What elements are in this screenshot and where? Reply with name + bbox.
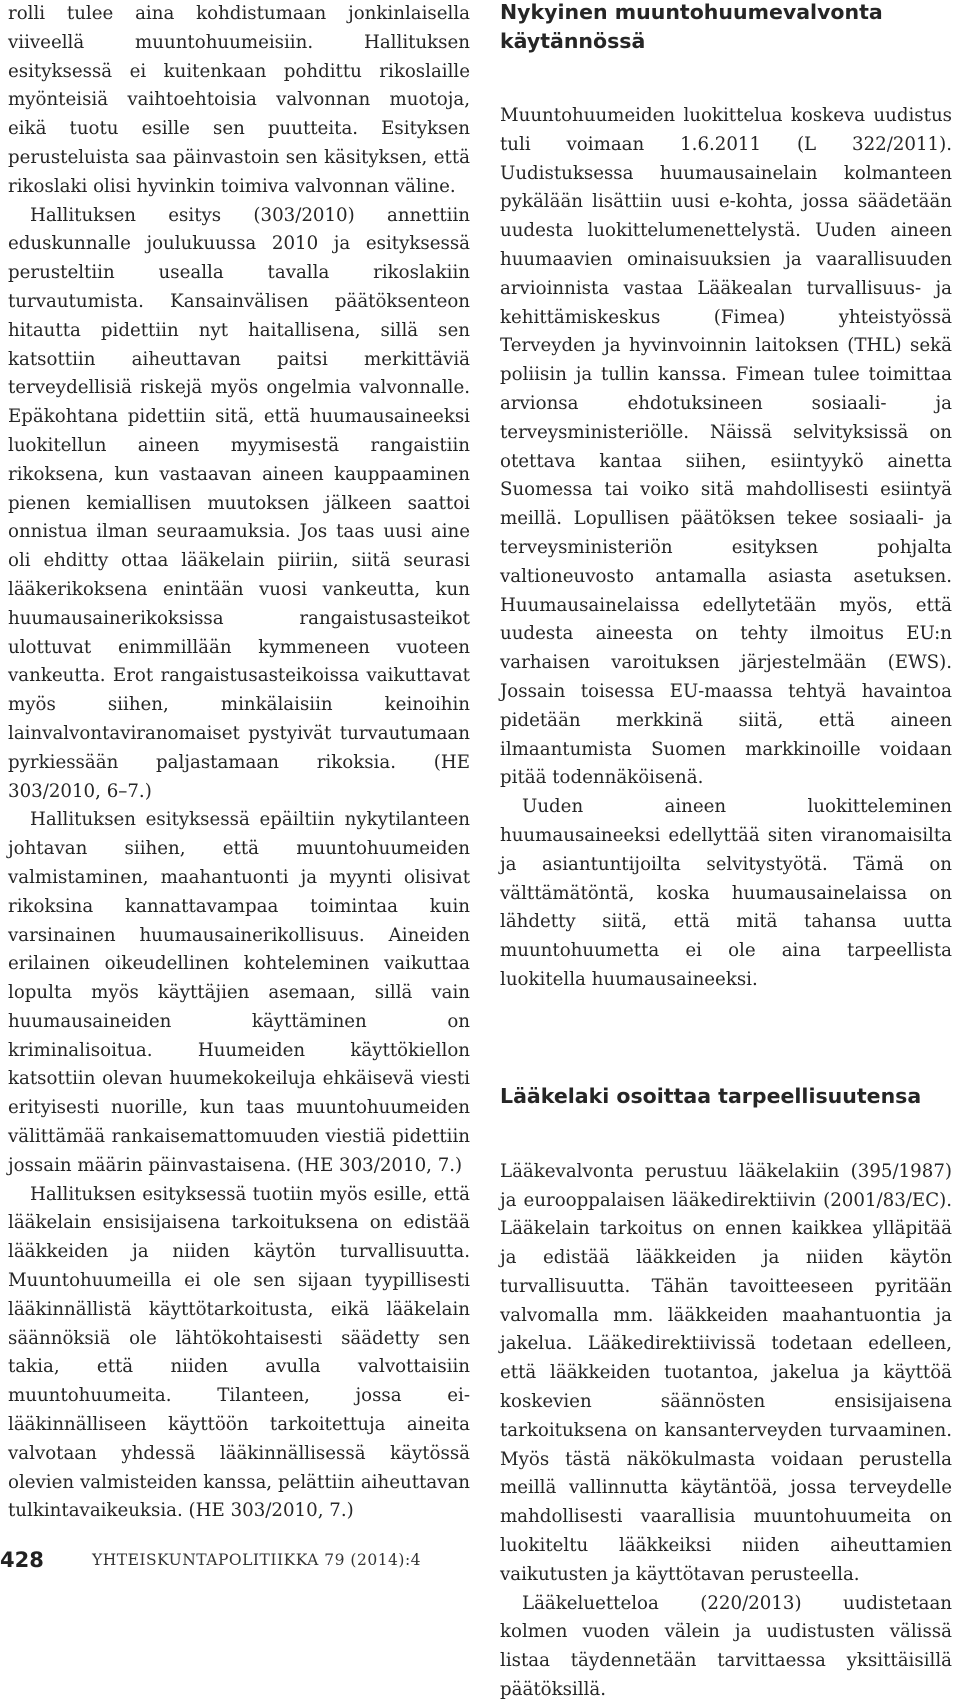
page-number: 428	[0, 1548, 44, 1572]
right-paragraph-3: Lääkevalvonta perustuu lääkelakiin (395/1987) ja eurooppalaisen lääkedirektiivin (2001/83/EC). Lääkelain tarkoitus on ennen kaikkea ylläpitää ja edistää lääkkeiden ja niiden käytön turvallisuutta. Tähän tavoitteeseen pyritään valvomalla mm. lääkkeiden maahantuontia ja jakelua. Lääkedirektiivissä todetaan edelleen, että lääkkeiden tuotantoa, jakelua ja käyttöä koskevien säännösten ensisijaisena tarkoituksena on kansanterveyden turvaaminen. Myös tästä näkökulmasta voidaan perustella meillä vallinnutta käytäntöä, jossa terveydelle mahdollisesti vaarallisia muuntohuumeita on luokiteltu lääkkeiksi niiden aiheuttamien vaikutusten ja käyttötavan perusteella.	[500, 1160, 952, 1585]
left-column	[8, 0, 470, 1526]
left-paragraph-4: Hallituksen esityksessä tuotiin myös esille, että lääkelain ensisijaisena tarkoituksena on edistää lääkkeiden ja niiden käytön turvallisuutta. Muuntohuumeilla ei ole sen sijaan tyypillisesti lääkinnällistä käyttötarkoitusta, eikä lääkelain säännöksiä ole lähtökohtaisesti säädetty sen takia, että niiden avulla valvottaisiin muuntohuumeita. Tilanteen, jossa ei-lääkinnälliseen käyttöön tarkoitettuja aineita valvotaan yhdessä lääkinnällisessä käytössä olevien valmisteiden kanssa, pelättiin aiheuttavan tulkintavaikeuksia. (HE 303/2010, 7.)	[8, 1183, 470, 1522]
right-paragraph-2: Uuden aineen luokitteleminen huumausaineeksi edellyttää siten viranomaisilta ja asiantuntijoilta selvitystyötä. Tämä on välttämätöntä, koska huumausainelaissa on lähdetty siitä, että mitä tahansa uutta muuntohuumetta ei ole aina tarpeellista luokitella huumausaineeksi.	[500, 796, 952, 990]
page-footer	[0, 1546, 960, 1576]
section-heading-current-monitoring: Nykyinen muuntohuumevalvonta käytännössä	[500, 0, 883, 53]
right-paragraph-4: Lääkeluetteloa (220/2013) uudistetaan kolmen vuoden välein ja uudistusten välissä listaa täydennetään tarvittaessa yksittäisillä päätöksillä.	[500, 1592, 952, 1701]
journal-name: YHTEISKUNTAPOLITIIKKA 79 (2014):4	[92, 1551, 422, 1569]
right-paragraph-1: Muuntohuumeiden luokittelua koskeva uudistus tuli voimaan 1.6.2011 (L 322/2011). Uudistuksessa huumausainelain kolmanteen pykälään lisättiin uusi e-kohta, jossa säädetään uudesta luokittelumenettelystä. Uuden aineen huumaavien ominaisuuksien ja vaarallisuuden arvioinnista vastaa Lääkealan turvallisuus- ja kehittämiskeskus (Fimea) yhteistyössä Terveyden ja hyvinvoinnin laitoksen (THL) sekä poliisin ja tullin kanssa. Fimean tulee toimittaa arvionsa ehdotuksineen sosiaali- ja terveysministeriölle. Näissä selvityksissä on otettava kantaa siihen, esiintyykö ainetta Suomessa tai voiko sitä mahdollisesti esiintyä meillä. Lopullisen päätöksen tekee sosiaali- ja terveysministeriön esityksen pohjalta valtioneuvosto antamalla asiasta asetuksen. Huumausainelaissa edellytetään myös, että uudesta aineesta on tehty ilmoitus EU:n varhaisen varoituksen järjestelmään (EWS). Jossain toisessa EU-maassa tehtyä havaintoa pidetään merkkinä siitä, että aineen ilmaantumista Suomen markkinoille voidaan pitää todennäköisenä.	[500, 105, 952, 789]
left-paragraph-2: Hallituksen esitys (303/2010) annettiin eduskunnalle joulukuussa 2010 ja esityksessä perusteltiin usealla tavalla rikoslakiin turvautumista. Kansainvälisen päätöksenteon hitautta pidettiin nyt haitallisena, sillä sen katsottiin aiheuttavan paitsi merkittäviä terveydellisiä riskejä myös ongelmia valvonnalle. Epäkohtana pidettiin sitä, että huumausaineeksi luokitellun aineen myymisestä rangaistiin rikoksena, kun vastaavan aineen kauppaaminen pienen kemiallisen muutoksen jälkeen saattoi onnistua ilman seuraamuksia. Jos taas uusi aine oli ehditty ottaa lääkelain piiriin, siitä seurasi lääkerikoksena enintään vuosi vankeutta, kun huumausainerikoksissa rangaistusasteikot ulottuvat enimmillään kymmeneen vuoteen vankeutta. Erot rangaistusasteikoissa vaikuttavat myös siihen, minkälaisiin keinoihin lainvalvontaviranomaiset pystyivät turvautumaan pyrkiessään paljastamaan rikoksia. (HE 303/2010, 6–7.)	[8, 204, 470, 802]
left-paragraph-1: rolli tulee aina kohdistumaan jonkinlaisella viiveellä muuntohuumeisiin. Hallituksen esityksessä ei kuitenkaan pohdittu rikoslaille myönteisiä vaihtoehtoisia valvonnan muotoja, eikä tuotu esille sen puutteita. Esityksen perusteluista saa päinvastoin sen käsityksen, että rikoslaki olisi hyvinkin toimiva valvonnan väline.	[8, 3, 470, 197]
section-heading-medicines-act: Lääkelaki osoittaa tarpeellisuutensa	[500, 1083, 922, 1108]
left-paragraph-3: Hallituksen esityksessä epäiltiin nykytilanteen johtavan siihen, että muuntohuumeiden valmistaminen, maahantuonti ja myynti olisivat rikoksina kannattavampaa toimintaa kuin varsinainen huumausainerikollisuus. Aineiden erilainen oikeudellinen kohteleminen vaikuttaa lopulta myös käyttäjien asemaan, sillä vain huumausaineiden käyttäminen on kriminalisoitua. Huumeiden käyttökiellon katsottiin olevan huumekokeiluja ehkäisevä viesti erityisesti nuorille, kun taas muuntohuumeiden välittämää rankaisemattomuuden viestiä pidettiin jossain määrin päinvastaisena. (HE 303/2010, 7.)	[8, 809, 470, 1176]
right-column	[500, 0, 952, 1705]
